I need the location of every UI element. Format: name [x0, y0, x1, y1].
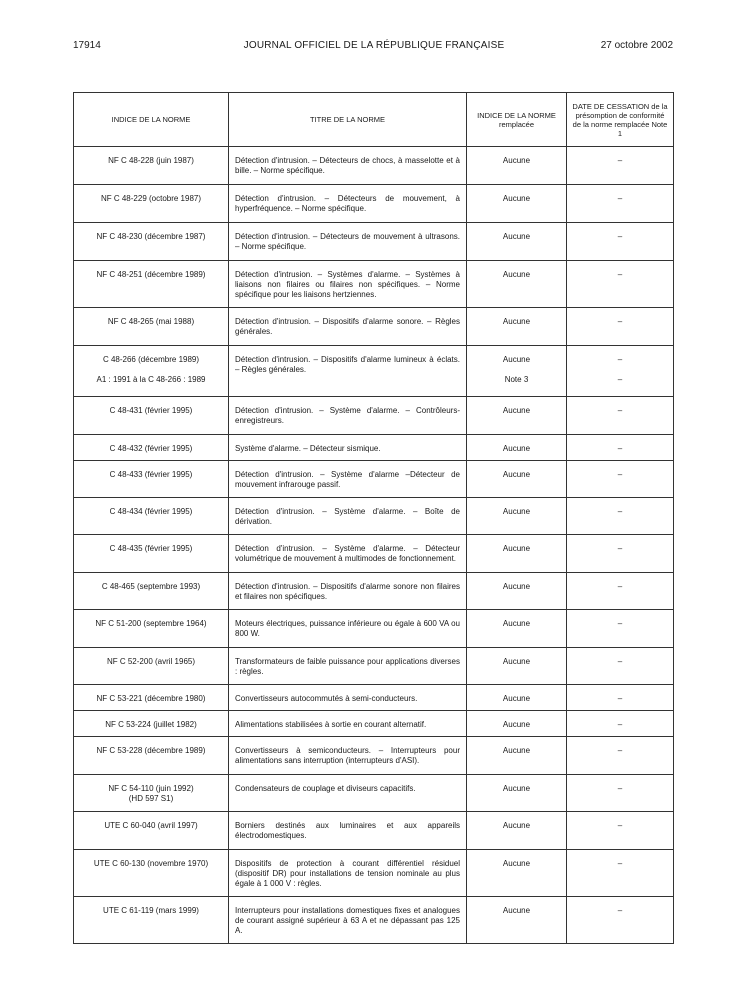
titre-text: Détection d'intrusion. – Système d'alarme. – Détecteur volumétrique de mouvement à multimodes de fonctionnement. [235, 544, 460, 563]
cell-titre [229, 711, 467, 737]
titre-text: Interrupteurs pour installations domestiques fixes et analogues de courant assigné supérieur à 63 A et ne dépassant pas 125 A. [235, 906, 460, 935]
date-text: – [617, 406, 623, 415]
remplacee-text: Aucune [502, 270, 531, 279]
cell-titre [229, 897, 467, 944]
date-text: – [617, 544, 623, 553]
titre-text: Alimentations stabilisées à sortie en courant alternatif. [235, 720, 427, 729]
titre-text: Détection d'intrusion. – Système d'alarme. – Boîte de dérivation. [235, 507, 460, 526]
remplacee-text: Aucune [502, 657, 531, 666]
titre-text: Borniers destinés aux luminaires et aux appareils électrodomestiques. [235, 821, 460, 840]
date-text: – [617, 657, 623, 666]
header-date-cessation: DATE DE CESSATION de la présomption de conformité de la norme remplacée Note 1 [567, 93, 674, 147]
cell-date-cessation [567, 147, 674, 185]
cell-titre [229, 610, 467, 648]
date-text: – [617, 784, 623, 793]
table-row [74, 261, 674, 308]
cell-date-cessation [567, 185, 674, 223]
cell-remplacee [467, 223, 567, 261]
titre-text: Détection d'intrusion. – Dispositifs d'alarme sonore. – Règles générales. [235, 317, 460, 336]
table-row [74, 573, 674, 610]
cell-indice [74, 775, 229, 812]
titre-text: Détection d'intrusion. – Détecteurs de chocs, à masselotte et à bille. – Norme spécifique. [235, 156, 460, 175]
table-row [74, 498, 674, 535]
cell-date-cessation [567, 737, 674, 775]
cell-indice [74, 346, 229, 397]
cell-date-cessation [567, 812, 674, 850]
cell-titre [229, 573, 467, 610]
titre-text: Détection d'intrusion. – Dispositifs d'alarme lumineux à éclats. – Règles générales. [235, 355, 460, 374]
remplacee-text: Aucune [502, 720, 531, 729]
date-text: – [617, 507, 623, 516]
indice-text: C 48-434 (février 1995) [109, 507, 193, 516]
titre-text: Détection d'intrusion. – Détecteurs de mouvement, à hyperfréquence. – Norme spécifique. [235, 194, 460, 213]
remplacee-text: Aucune [502, 746, 531, 755]
table-row [74, 346, 674, 397]
indice-text-2: A1 : 1991 à la C 48-266 : 1989 [96, 375, 206, 384]
remplacee-text: Aucune [502, 355, 531, 364]
cell-titre [229, 498, 467, 535]
titre-text: Détection d'intrusion. – Détecteurs de mouvement à ultrasons. – Norme spécifique. [235, 232, 460, 251]
cell-indice [74, 185, 229, 223]
table-row [74, 185, 674, 223]
table-row [74, 461, 674, 498]
indice-text: UTE C 60-130 (novembre 1970) [93, 859, 209, 868]
cell-date-cessation [567, 435, 674, 461]
date-text: – [617, 317, 623, 326]
date-text: – [617, 906, 623, 915]
indice-text: NF C 53-224 (juillet 1982) [105, 720, 197, 729]
table-row [74, 535, 674, 573]
date-text: – [617, 720, 623, 729]
cell-remplacee [467, 685, 567, 711]
date-text: – [617, 194, 623, 203]
titre-text: Moteurs électriques, puissance inférieure ou égale à 600 VA ou 800 W. [235, 619, 460, 638]
remplacee-text: Aucune [502, 232, 531, 241]
cell-indice [74, 737, 229, 775]
titre-text: Système d'alarme. – Détecteur sismique. [235, 444, 381, 453]
cell-date-cessation [567, 610, 674, 648]
table-row [74, 775, 674, 812]
remplacee-text: Aucune [502, 859, 531, 868]
cell-titre [229, 850, 467, 897]
cell-titre [229, 535, 467, 573]
cell-date-cessation [567, 775, 674, 812]
table-row [74, 685, 674, 711]
remplacee-text: Aucune [502, 317, 531, 326]
cell-indice [74, 812, 229, 850]
titre-text: Détection d'intrusion. – Système d'alarme –Détecteur de mouvement infrarouge passif. [235, 470, 460, 489]
page-number: 17914 [73, 40, 101, 51]
cell-date-cessation [567, 397, 674, 435]
cell-remplacee [467, 573, 567, 610]
date-text: – [617, 270, 623, 279]
cell-titre [229, 261, 467, 308]
cell-titre [229, 147, 467, 185]
cell-remplacee [467, 461, 567, 498]
table-row [74, 610, 674, 648]
cell-indice [74, 308, 229, 346]
date-text: – [617, 821, 623, 830]
indice-text: NF C 48-229 (octobre 1987) [100, 194, 202, 203]
cell-remplacee [467, 711, 567, 737]
cell-date-cessation [567, 261, 674, 308]
remplacee-text: Aucune [502, 194, 531, 203]
cell-titre [229, 775, 467, 812]
cell-date-cessation [567, 535, 674, 573]
titre-text: Condensateurs de couplage et diviseurs capacitifs. [235, 784, 416, 793]
cell-indice [74, 535, 229, 573]
titre-text: Convertisseurs à semiconducteurs. – Interrupteurs pour alimentations sans interruption (interrupteurs d'ASI). [235, 746, 460, 765]
cell-remplacee [467, 610, 567, 648]
cell-indice [74, 261, 229, 308]
cell-date-cessation [567, 685, 674, 711]
indice-text: UTE C 60-040 (avril 1997) [104, 821, 198, 830]
indice-text: C 48-266 (décembre 1989) [102, 355, 200, 364]
cell-indice [74, 610, 229, 648]
table-row [74, 147, 674, 185]
cell-indice [74, 850, 229, 897]
date-text: – [617, 694, 623, 703]
cell-titre [229, 737, 467, 775]
cell-remplacee [467, 535, 567, 573]
date-text: – [617, 232, 623, 241]
indice-text: NF C 48-228 (juin 1987) [108, 156, 194, 165]
cell-indice [74, 147, 229, 185]
cell-titre [229, 308, 467, 346]
titre-text: Détection d'intrusion. – Système d'alarme. – Contrôleurs-enregistreurs. [235, 406, 460, 425]
indice-text: NF C 52-200 (avril 1965) [106, 657, 196, 666]
cell-indice [74, 573, 229, 610]
cell-indice [74, 461, 229, 498]
table-body [74, 147, 674, 944]
cell-date-cessation [567, 850, 674, 897]
indice-text-2: (HD 597 S1) [128, 794, 174, 803]
indice-text: NF C 53-221 (décembre 1980) [96, 694, 206, 703]
cell-date-cessation [567, 461, 674, 498]
table-row [74, 435, 674, 461]
cell-remplacee [467, 812, 567, 850]
table-row [74, 711, 674, 737]
titre-text: Convertisseurs autocommutés à semi-conducteurs. [235, 694, 418, 703]
cell-titre [229, 648, 467, 685]
indice-text: C 48-433 (février 1995) [109, 470, 193, 479]
cell-date-cessation [567, 498, 674, 535]
cell-indice [74, 397, 229, 435]
cell-titre [229, 812, 467, 850]
table-row [74, 648, 674, 685]
table-row [74, 812, 674, 850]
cell-titre [229, 185, 467, 223]
table-header-row [74, 93, 674, 147]
cell-titre [229, 461, 467, 498]
cell-titre [229, 346, 467, 397]
table-row [74, 223, 674, 261]
indice-text: NF C 48-265 (mai 1988) [107, 317, 195, 326]
date-text: – [617, 582, 623, 591]
table-row [74, 850, 674, 897]
date-text: – [617, 470, 623, 479]
cell-remplacee [467, 498, 567, 535]
indice-text: C 48-431 (février 1995) [109, 406, 193, 415]
remplacee-text: Aucune [502, 694, 531, 703]
remplacee-text: Aucune [502, 470, 531, 479]
date-text: – [617, 859, 623, 868]
remplacee-text: Aucune [502, 156, 531, 165]
remplacee-text-2: Note 3 [504, 375, 529, 384]
cell-remplacee [467, 897, 567, 944]
table-row [74, 308, 674, 346]
cell-remplacee [467, 261, 567, 308]
cell-indice [74, 223, 229, 261]
cell-remplacee [467, 147, 567, 185]
table-row [74, 397, 674, 435]
cell-titre [229, 397, 467, 435]
cell-indice [74, 498, 229, 535]
cell-date-cessation [567, 573, 674, 610]
cell-indice [74, 435, 229, 461]
table-row [74, 737, 674, 775]
titre-text: Dispositifs de protection à courant différentiel résiduel (dispositif DR) pour installations de tension nominale au plus égale à 1 000 V : règles. [235, 859, 460, 888]
indice-text: NF C 53-228 (décembre 1989) [96, 746, 206, 755]
cell-date-cessation [567, 223, 674, 261]
remplacee-text: Aucune [502, 582, 531, 591]
indice-text: C 48-432 (février 1995) [109, 444, 193, 453]
cell-date-cessation [567, 897, 674, 944]
cell-remplacee [467, 346, 567, 397]
cell-date-cessation [567, 648, 674, 685]
cell-date-cessation [567, 346, 674, 397]
cell-date-cessation [567, 308, 674, 346]
titre-text: Détection d'intrusion. – Dispositifs d'alarme sonore non filaires et filaires non spécifiques. [235, 582, 460, 601]
remplacee-text: Aucune [502, 444, 531, 453]
date-text: – [617, 156, 623, 165]
cell-remplacee [467, 775, 567, 812]
cell-indice [74, 648, 229, 685]
cell-titre [229, 685, 467, 711]
titre-text: Transformateurs de faible puissance pour applications diverses : règles. [235, 657, 460, 676]
cell-remplacee [467, 850, 567, 897]
cell-remplacee [467, 737, 567, 775]
header-titre: TITRE DE LA NORME [229, 93, 467, 147]
remplacee-text: Aucune [502, 619, 531, 628]
date-text-2: – [617, 375, 623, 384]
standards-table [73, 92, 674, 944]
publication-date: 27 octobre 2002 [600, 40, 673, 51]
date-text: – [617, 444, 623, 453]
remplacee-text: Aucune [502, 406, 531, 415]
indice-text: C 48-435 (février 1995) [109, 544, 193, 553]
remplacee-text: Aucune [502, 906, 531, 915]
remplacee-text: Aucune [502, 821, 531, 830]
remplacee-text: Aucune [502, 507, 531, 516]
indice-text: NF C 48-230 (décembre 1987) [96, 232, 206, 241]
cell-titre [229, 435, 467, 461]
cell-indice [74, 685, 229, 711]
cell-remplacee [467, 648, 567, 685]
journal-title: JOURNAL OFFICIEL DE LA RÉPUBLIQUE FRANÇAISE [243, 40, 505, 51]
indice-text: NF C 48-251 (décembre 1989) [96, 270, 206, 279]
cell-remplacee [467, 308, 567, 346]
indice-text: NF C 54-110 (juin 1992) [108, 784, 194, 793]
indice-text: C 48-465 (septembre 1993) [101, 582, 201, 591]
header-indice: INDICE DE LA NORME [74, 93, 229, 147]
table-row [74, 897, 674, 944]
cell-titre [229, 223, 467, 261]
cell-remplacee [467, 185, 567, 223]
date-text: – [617, 355, 623, 364]
header-remplacee: INDICE DE LA NORME remplacée [467, 93, 567, 147]
date-text: – [617, 746, 623, 755]
cell-remplacee [467, 435, 567, 461]
indice-text: UTE C 61-119 (mars 1999) [103, 906, 199, 915]
date-text: – [617, 619, 623, 628]
indice-text: NF C 51-200 (septembre 1964) [95, 619, 207, 628]
cell-remplacee [467, 397, 567, 435]
cell-indice [74, 711, 229, 737]
titre-text: Détection d'intrusion. – Systèmes d'alarme. – Systèmes à liaisons non filaires ou filaires non spécifiques. – Norme spécifique pour les liaisons hertziennes. [235, 270, 460, 299]
remplacee-text: Aucune [502, 784, 531, 793]
cell-date-cessation [567, 711, 674, 737]
remplacee-text: Aucune [502, 544, 531, 553]
cell-indice [74, 897, 229, 944]
